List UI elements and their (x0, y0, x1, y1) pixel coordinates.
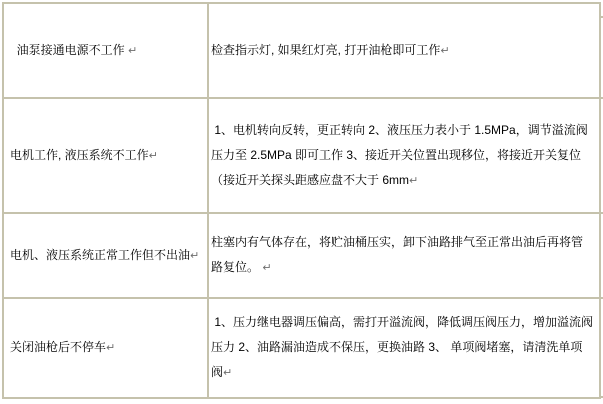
problem-cell (3, 98, 208, 213)
problem-cell (3, 3, 208, 98)
paragraph-mark-icon: ↵ (148, 149, 158, 162)
solution-cell (208, 98, 600, 213)
paragraph-mark-icon: ↵ (262, 262, 272, 274)
paragraph-mark-icon: ↵ (128, 44, 138, 57)
table-row (3, 3, 600, 98)
problem-text: 油泵接通电源不工作 (10, 42, 129, 57)
solution-cell (208, 213, 600, 298)
solution-text: 检查指示灯, 如果红灯亮, 打开油枪即可工作 (211, 42, 441, 57)
table-row (3, 298, 600, 398)
paragraph-mark-icon: ↵ (440, 44, 450, 57)
problem-text: 电机、液压系统正常工作但不出油 (10, 247, 191, 262)
row-boundary-stub (599, 396, 603, 398)
paragraph-mark-icon: ↵ (106, 342, 116, 354)
row-boundary-stub (599, 212, 603, 214)
troubleshooting-table (2, 2, 601, 399)
solution-cell (208, 3, 600, 98)
solution-text: 1、压力继电器调压偏高，需打开溢流阀，降低调压阀压力，增加溢流阀压力 2、油路漏油造成不保压，更换油路 3、 单项阀堵塞，请清洗单项阀 (211, 315, 594, 379)
paragraph-mark-icon: ↵ (190, 249, 200, 262)
solution-text: 柱塞内有气体存在，将贮油桶压实，卸下油路排气至正常出油后再将管路复位。 (211, 235, 584, 274)
problem-text: 电机工作, 液压系统不工作 (10, 147, 149, 162)
paragraph-mark-icon: ↵ (223, 367, 233, 379)
row-boundary-stub (599, 297, 603, 299)
table-row (3, 213, 600, 298)
paragraph-mark-icon: ↵ (409, 174, 419, 187)
row-boundary-stub (599, 97, 603, 99)
table-row (3, 98, 600, 213)
problem-cell (3, 298, 208, 398)
solution-cell (208, 298, 600, 398)
problem-text: 关闭油枪后不停车 (10, 340, 107, 354)
problem-cell (3, 213, 208, 298)
solution-text: 1、电机转向反转，更正转向 2、液压压力表小于 1.5MPa，调节溢流阀压力至 2.5MPa 即可工作 3、接近开关位置出现移位，将接近开关复位（接近开关探头距感应盘不大于 6mm (211, 122, 588, 187)
